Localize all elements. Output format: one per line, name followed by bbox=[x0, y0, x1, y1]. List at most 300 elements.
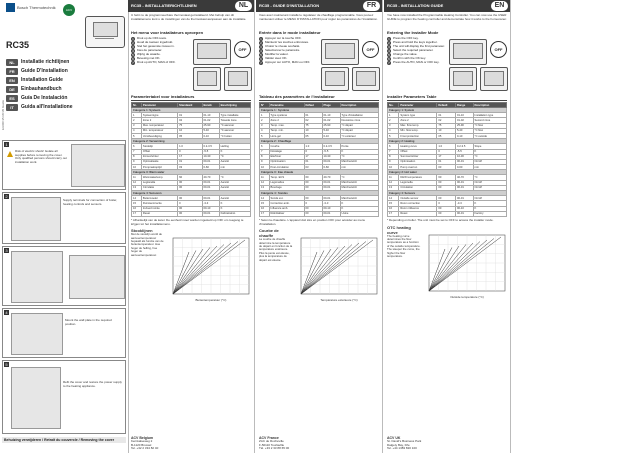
heating-curve-section bbox=[259, 228, 379, 310]
table-group-label: Categorie 3: Warm water bbox=[132, 170, 251, 175]
heating-curve-line bbox=[429, 241, 480, 291]
heating-curve-line bbox=[429, 243, 473, 291]
table-cell: 1.0 bbox=[437, 144, 456, 149]
table-cell: 01-10 bbox=[202, 113, 219, 118]
table-cell: 01 bbox=[178, 159, 202, 164]
menu-step-text: Change the value. bbox=[393, 52, 418, 56]
language-badge: EN bbox=[491, 1, 508, 11]
table-cell: -5-5 bbox=[322, 149, 340, 154]
guide-list bbox=[6, 58, 124, 112]
table-cell: 0.2-3.5 bbox=[322, 144, 340, 149]
table-cell: Zone 2 bbox=[269, 118, 304, 123]
table-cell: 01-10 bbox=[322, 113, 340, 118]
intro-text: Vous avez maintenant installé le régulateur de chauffage programmable. Vous pouvez maintenant utiliser le MENU D'INSTALLATION pour régler les paramètres de l'installation. bbox=[259, 14, 378, 21]
table-cell: 01-02 bbox=[202, 118, 219, 123]
parameter-table bbox=[259, 102, 379, 217]
guide-label: Guide D'Installation bbox=[21, 68, 68, 74]
step-panel-2 bbox=[2, 192, 126, 244]
heating-curve-line bbox=[173, 240, 245, 294]
table-cell: 00 bbox=[437, 206, 456, 211]
menu-steps bbox=[387, 37, 445, 65]
step-number: 1 bbox=[5, 142, 8, 147]
table-cell: Courbe bbox=[269, 144, 304, 149]
table-cell: Helling bbox=[219, 144, 250, 149]
table-cell: 2 bbox=[132, 118, 142, 123]
table-cell: 5-40 bbox=[322, 128, 340, 133]
address-line: B-1120 Brussel bbox=[131, 442, 152, 447]
table-cell: 17 bbox=[132, 211, 142, 216]
table-cell: Tweede zone bbox=[219, 118, 250, 123]
table-cell: 5-40 bbox=[202, 128, 219, 133]
table-cell: 15 bbox=[388, 201, 399, 206]
table-cell: 1 bbox=[260, 113, 270, 118]
table-cell: 10 bbox=[437, 128, 456, 133]
table-cell: 11 bbox=[260, 175, 270, 180]
table-cell: Legionella bbox=[399, 180, 437, 185]
curve-title: OTC heating curve bbox=[387, 224, 411, 235]
table-cell: Marche/arrêt bbox=[340, 196, 378, 201]
table-cell: Temp. min. bbox=[269, 128, 304, 133]
table-cell: 00-01 bbox=[322, 185, 340, 190]
step-number: 3 bbox=[260, 45, 262, 49]
curve-text: The heating curve determines the flow temperature as a function of the outside temperature. The steeper the curve, the higher the flow temperature. bbox=[387, 233, 421, 258]
guide-item bbox=[6, 103, 124, 111]
table-cell: 5 bbox=[260, 133, 270, 138]
parameter-table-title: Tableau des paramètres de l'installateur bbox=[259, 94, 379, 101]
heating-curve-graph bbox=[167, 234, 253, 302]
table-cell: °C buiten bbox=[219, 133, 250, 138]
heating-curve-line bbox=[429, 237, 501, 291]
table-cell: Min. temperatuur bbox=[141, 128, 177, 133]
step-number: 1 bbox=[260, 37, 262, 41]
table-cell: 00-01 bbox=[202, 159, 219, 164]
table-cell: Ruimtecorrectie bbox=[141, 201, 177, 206]
table-cell: System type bbox=[399, 113, 437, 118]
table-cell: 10 bbox=[132, 165, 142, 170]
table-cell: Circulation bbox=[399, 185, 437, 190]
brand-logo-icon bbox=[6, 3, 15, 12]
table-group-label: Catégorie 2 : Chauffage bbox=[260, 139, 379, 144]
guide-lang-badge: ES bbox=[6, 95, 18, 102]
table-cell: 00 bbox=[437, 211, 456, 216]
table-cell: 1 bbox=[132, 113, 142, 118]
table-cell: 05 bbox=[178, 133, 202, 138]
column-title: RC35 - INSTALLATIERICHTLIJNEN bbox=[131, 3, 197, 8]
table-cell: -5-5 bbox=[456, 149, 474, 154]
address-line: F-50110 Tourlaville bbox=[259, 442, 285, 447]
step-number: 5 bbox=[132, 53, 134, 57]
table-cell: 01 bbox=[178, 113, 202, 118]
guide-lang-badge: NL bbox=[6, 59, 18, 66]
table-group-label: Category 1: System bbox=[388, 108, 507, 113]
table-cell: 17 bbox=[304, 154, 322, 159]
menu-steps bbox=[131, 37, 189, 65]
step-number: 1 bbox=[132, 37, 134, 41]
table-cell: 13 bbox=[132, 185, 142, 190]
device-illustration bbox=[224, 67, 252, 91]
table-header: N° bbox=[260, 103, 270, 108]
table-cell: 40-70 bbox=[322, 175, 340, 180]
table-cell: 01 bbox=[437, 159, 456, 164]
table-cell: 00 bbox=[304, 206, 322, 211]
column-title: RC35 - INSTALLATION GUIDE bbox=[387, 3, 444, 8]
table-cell: °C flow bbox=[473, 123, 506, 128]
thermostat-screen bbox=[93, 22, 118, 37]
table-cell: 16 bbox=[388, 206, 399, 211]
table-cell: 14 bbox=[388, 196, 399, 201]
curve-text: La courbe de chauffe détermine la température de départ en fonction de la température extérieure. Plus la pente est élevée, plus la température de départ est élevée. bbox=[259, 237, 293, 262]
table-cell: 12 bbox=[132, 180, 142, 185]
table-cell: 0-10 bbox=[202, 133, 219, 138]
wall-mounting-illustration bbox=[71, 144, 125, 187]
cover-column bbox=[0, 0, 129, 453]
table-cell: 00 bbox=[437, 185, 456, 190]
table-cell: 4 bbox=[388, 128, 399, 133]
table-cell: 0-10 bbox=[456, 133, 474, 138]
table-cell: 00 bbox=[178, 185, 202, 190]
device-illustration bbox=[321, 67, 349, 91]
heating-curve-line bbox=[173, 251, 196, 295]
table-header: Parameter bbox=[399, 103, 437, 108]
table-cell: Offset bbox=[141, 149, 177, 154]
table-cell: Zomer/winter bbox=[141, 154, 177, 159]
table-cell: Factory bbox=[473, 211, 506, 216]
table-header: Défaut bbox=[304, 103, 322, 108]
table-cell: 9 bbox=[260, 159, 270, 164]
table-header: Description bbox=[473, 103, 506, 108]
table-cell: K bbox=[219, 206, 250, 211]
table-cell: Temp. ECS bbox=[269, 175, 304, 180]
table-cell: 12 bbox=[260, 180, 270, 185]
step-number: 4 bbox=[132, 49, 134, 53]
step-number: 2 bbox=[388, 41, 390, 45]
table-cell: Optimalisatie bbox=[141, 159, 177, 164]
table-cell: 60 bbox=[304, 175, 322, 180]
table-cell: K bbox=[340, 201, 378, 206]
table-cell: K bbox=[473, 149, 506, 154]
table-cell: °C départ bbox=[340, 123, 378, 128]
table-cell: 01 bbox=[304, 159, 322, 164]
table-cell: 10-30 bbox=[322, 154, 340, 159]
table-cell: 02 bbox=[304, 118, 322, 123]
step-text: Risk of electric shock! Isolate all supplies before removing the cover. Only qualified persons should carry out installation work. bbox=[15, 149, 67, 164]
warning-icon bbox=[7, 151, 13, 157]
table-cell: K bbox=[219, 149, 250, 154]
table-cell: Summer/winter bbox=[399, 154, 437, 159]
address-line: Dalgety Bay, Fife bbox=[387, 442, 410, 447]
device-screen bbox=[197, 43, 227, 59]
table-cell: 10 bbox=[388, 165, 399, 170]
table-cell: 16 bbox=[260, 206, 270, 211]
table-notes: * Selon la chaudière. L'appareil doit être en position OFF pour accéder au menu d'installation. bbox=[259, 217, 366, 226]
column-fr bbox=[256, 0, 383, 453]
table-cell: 05 bbox=[437, 133, 456, 138]
table-cell: 10 bbox=[178, 128, 202, 133]
table-cell: On/off bbox=[473, 196, 506, 201]
table-group-label: Category 3: Hot water bbox=[388, 170, 507, 175]
parameter-table bbox=[387, 102, 507, 217]
step-number: 2 bbox=[260, 41, 262, 45]
menu-step bbox=[131, 61, 189, 65]
guide-label: Installation Guide bbox=[21, 77, 63, 83]
step-number: 5 bbox=[260, 53, 262, 57]
wiring-illustration bbox=[11, 251, 63, 303]
step-number: 6 bbox=[260, 57, 262, 61]
table-cell: K bbox=[340, 149, 378, 154]
table-cell: 2 bbox=[260, 118, 270, 123]
address-line: St. David's Business Park bbox=[387, 439, 422, 444]
step-number: 4 bbox=[260, 49, 262, 53]
table-cell: 0 bbox=[304, 149, 322, 154]
table-cell: 5 bbox=[388, 133, 399, 138]
table-cell: -3-3 bbox=[456, 201, 474, 206]
device-illustration bbox=[480, 67, 508, 91]
step-number: 2 bbox=[5, 194, 8, 199]
menu-step-text: Wijzig de waarde. bbox=[137, 52, 161, 56]
table-cell: 40-70 bbox=[456, 175, 474, 180]
step-number: 3 bbox=[132, 45, 134, 49]
table-cell: -3-3 bbox=[202, 201, 219, 206]
table-header: Nr. bbox=[132, 103, 142, 108]
table-cell: 16 bbox=[132, 206, 142, 211]
table-cell: Circulatie bbox=[141, 185, 177, 190]
table-cell: °C bbox=[219, 175, 250, 180]
step-number: 5 bbox=[388, 53, 390, 57]
table-cell: K bbox=[473, 206, 506, 211]
table-cell: 03 bbox=[178, 165, 202, 170]
step-number: 1 bbox=[388, 37, 390, 41]
table-cell: Zone 2 bbox=[399, 118, 437, 123]
device-illustration bbox=[193, 67, 221, 91]
guide-lang-badge: EN bbox=[6, 77, 18, 84]
table-cell: Outside sensor bbox=[399, 196, 437, 201]
table-cell: 03 bbox=[437, 165, 456, 170]
table-cell: Second zone bbox=[473, 118, 506, 123]
curve-title: Courbe de chauffe bbox=[259, 228, 279, 239]
step-number: 6 bbox=[132, 57, 134, 61]
intro-text: You have now installed the Programmable Heating Controller. You can now use the USER GUIDE to program the heating controller and demonstrate how it works to the homeowner. bbox=[387, 14, 507, 21]
table-cell: 00-01 bbox=[322, 196, 340, 201]
table-row bbox=[388, 211, 507, 216]
table-cell: Slope bbox=[473, 144, 506, 149]
table-row bbox=[132, 211, 251, 216]
table-cell: °C bbox=[340, 154, 378, 159]
table-cell: 75 bbox=[178, 123, 202, 128]
table-cell: 0 bbox=[437, 201, 456, 206]
menu-step-text: Appuyer sur la touche OFF. bbox=[265, 36, 302, 40]
address-line: ZAC de Rocheville bbox=[259, 439, 284, 444]
curve-text: Met de stooklijn wordt de aanvoertemperatuur bepaald als functie van de buitentemperatuur. Hoe hoger de helling, hoe hoger de aanvoertemperatuur. bbox=[131, 232, 164, 257]
table-cell: Temp. max. bbox=[269, 123, 304, 128]
heating-curve-section bbox=[131, 228, 251, 310]
step-number: 7 bbox=[388, 61, 390, 65]
column-en bbox=[384, 0, 511, 453]
installer-menu-section bbox=[387, 37, 507, 92]
table-cell: 0 bbox=[178, 149, 202, 154]
table-cell: 00 bbox=[304, 211, 322, 216]
heating-curve-line bbox=[173, 246, 217, 294]
table-cell: 0-60 bbox=[202, 165, 219, 170]
table-cell: 0.2-3.5 bbox=[202, 144, 219, 149]
menu-step-text: Press the OFF key. bbox=[393, 36, 419, 40]
table-cell: 0-60 bbox=[322, 165, 340, 170]
brand-logo bbox=[6, 3, 56, 12]
table-cell: °C bbox=[340, 175, 378, 180]
device-illustration bbox=[321, 39, 359, 65]
table-header: Standaard bbox=[178, 103, 202, 108]
table-notes: * Afhankelijk van de ketel. De eenheid moet worden ingesteld op OFF om toegang te krijgen tot het installatiemenu. bbox=[131, 217, 244, 226]
guide-lang-badge: FR bbox=[6, 68, 18, 75]
table-cell: Zone 2 bbox=[141, 118, 177, 123]
graph-axis-label: Buitentemperatuur (°C) bbox=[195, 298, 227, 303]
parameter-table-title: Parametertabel voor installateurs bbox=[131, 94, 251, 101]
table-cell: 00 bbox=[304, 196, 322, 201]
device-illustration bbox=[449, 67, 477, 91]
heating-curve-line bbox=[429, 244, 466, 291]
menu-step-text: Confirm with the OK key. bbox=[393, 56, 426, 60]
cover-footer: Behuizing verwijderen / Retrait du couvercle / Removing the cover bbox=[2, 437, 126, 443]
table-cell: 17 bbox=[388, 211, 399, 216]
graph-axis-label: Température extérieure (°C) bbox=[320, 298, 358, 303]
table-cell: 01 bbox=[437, 113, 456, 118]
table-cell: Type d'installation bbox=[340, 113, 378, 118]
heating-curve-line bbox=[173, 245, 224, 295]
menu-step-text: Houd de toetsen ingedrukt. bbox=[137, 40, 174, 44]
table-cell: Post-circulation bbox=[269, 165, 304, 170]
table-notes: * Depending on boiler. The unit must be set to OFF to access the installer mode. bbox=[387, 217, 494, 222]
table-header: Bereik bbox=[202, 103, 219, 108]
step-number: 4 bbox=[388, 49, 390, 53]
menu-step-text: Sélectionner le paramètre. bbox=[265, 48, 301, 52]
table-cell: 10 bbox=[304, 128, 322, 133]
column-header bbox=[384, 0, 510, 12]
table-cell: -5-5 bbox=[202, 149, 219, 154]
table-cell: 0-60 bbox=[456, 165, 474, 170]
table-cell: °C outside bbox=[473, 133, 506, 138]
table-cell: 00-01 bbox=[202, 196, 219, 201]
heating-curve-line bbox=[301, 245, 352, 295]
step-number: 7 bbox=[260, 61, 262, 65]
table-cell: Type système bbox=[269, 113, 304, 118]
table-cell: 00 bbox=[178, 196, 202, 201]
table-cell: 4 bbox=[260, 128, 270, 133]
table-cell: min bbox=[340, 165, 378, 170]
table-cell: 01-02 bbox=[456, 118, 474, 123]
table-cell: Légionelles bbox=[269, 180, 304, 185]
table-cell: 17 bbox=[437, 154, 456, 159]
step-number: 6 bbox=[388, 57, 390, 61]
table-cell: 15 bbox=[260, 201, 270, 206]
table-cell: 5 bbox=[132, 133, 142, 138]
table-cell: °C flow bbox=[473, 128, 506, 133]
table-cell: 25-90 bbox=[322, 123, 340, 128]
table-cell: 8 bbox=[132, 154, 142, 159]
table-cell: Réinitialiser bbox=[269, 211, 304, 216]
table-group-label: Catégorie 1 : Système bbox=[260, 108, 379, 113]
table-cell: Pente bbox=[340, 144, 378, 149]
table-cell: 2 bbox=[388, 118, 399, 123]
table-cell: 60 bbox=[178, 175, 202, 180]
guide-lang-badge: DE bbox=[6, 86, 18, 93]
heating-curve-line bbox=[301, 248, 338, 295]
address-block bbox=[131, 437, 158, 451]
menu-step-text: Kies de parameter. bbox=[137, 48, 163, 52]
table-cell: 10 bbox=[260, 165, 270, 170]
table-cell: Pump overrun bbox=[399, 165, 437, 170]
table-header: Parameter bbox=[141, 103, 177, 108]
table-cell: 7 bbox=[388, 149, 399, 154]
table-cell: Optimisation bbox=[399, 159, 437, 164]
table-cell: Max. flow temp. bbox=[399, 123, 437, 128]
table-cell: 40-70 bbox=[202, 175, 219, 180]
table-cell: Pompnalooptijd bbox=[141, 165, 177, 170]
table-cell: 00 bbox=[178, 206, 202, 211]
table-cell: 00-10 bbox=[322, 206, 340, 211]
language-badge: FR bbox=[363, 1, 380, 11]
table-cell: Vorstbeveiliging bbox=[141, 133, 177, 138]
table-cell: Deuxième zone bbox=[340, 118, 378, 123]
menu-title: Entering the Installer Mode bbox=[387, 30, 439, 35]
menu-step-text: Press and hold the keys together. bbox=[393, 40, 438, 44]
step-panel-1 bbox=[2, 140, 126, 190]
table-cell: 10-30 bbox=[202, 154, 219, 159]
device-screen bbox=[453, 43, 483, 59]
language-badge: NL bbox=[235, 1, 252, 11]
device-screen bbox=[453, 71, 473, 86]
table-cell: On/off bbox=[473, 159, 506, 164]
table-cell: 7 bbox=[132, 149, 142, 154]
device-illustration bbox=[193, 39, 231, 65]
table-cell: Frost protection bbox=[399, 133, 437, 138]
table-group-label: Category 2: Heating bbox=[388, 139, 507, 144]
removal-steps bbox=[2, 140, 126, 436]
address-name: ACV France bbox=[259, 435, 279, 440]
table-cell: Influence amb. bbox=[269, 206, 304, 211]
table-cell: 00-01 bbox=[456, 180, 474, 185]
table-cell: 25-90 bbox=[456, 123, 474, 128]
heating-curve-line bbox=[429, 247, 452, 291]
table-header: Paramètre bbox=[269, 103, 304, 108]
table-cell: Correction amb. bbox=[269, 201, 304, 206]
table-cell: 00 bbox=[437, 180, 456, 185]
table-cell: 6 bbox=[132, 144, 142, 149]
table-cell: 75 bbox=[437, 123, 456, 128]
table-cell: 00 bbox=[304, 185, 322, 190]
table-cell: 13 bbox=[260, 185, 270, 190]
table-cell: 3 bbox=[132, 123, 142, 128]
table-cell: 14 bbox=[132, 196, 142, 201]
table-cell: Marche/arrêt bbox=[340, 185, 378, 190]
off-button-illustration: OFF bbox=[234, 41, 251, 58]
parameter-table bbox=[131, 102, 251, 217]
curve-description bbox=[131, 228, 165, 257]
table-cell: 75 bbox=[304, 123, 322, 128]
table-cell: Bouclage bbox=[269, 185, 304, 190]
table-cell: 4 bbox=[132, 128, 142, 133]
table-cell: 02 bbox=[437, 118, 456, 123]
table-cell: -3-3 bbox=[322, 201, 340, 206]
table-cell: 60 bbox=[437, 175, 456, 180]
terminals-illustration bbox=[11, 197, 61, 241]
step-number: 3 bbox=[5, 248, 8, 253]
table-cell: 01 bbox=[304, 113, 322, 118]
table-group-label: Categorie 1: Systeem bbox=[132, 108, 251, 113]
heating-curve-line bbox=[301, 251, 324, 295]
guide-label: Einbauhandbuch bbox=[21, 86, 62, 92]
table-cell: Aan/uit bbox=[219, 180, 250, 185]
table-cell: Invloed ruimte bbox=[141, 206, 177, 211]
heating-curve-line bbox=[301, 246, 345, 294]
